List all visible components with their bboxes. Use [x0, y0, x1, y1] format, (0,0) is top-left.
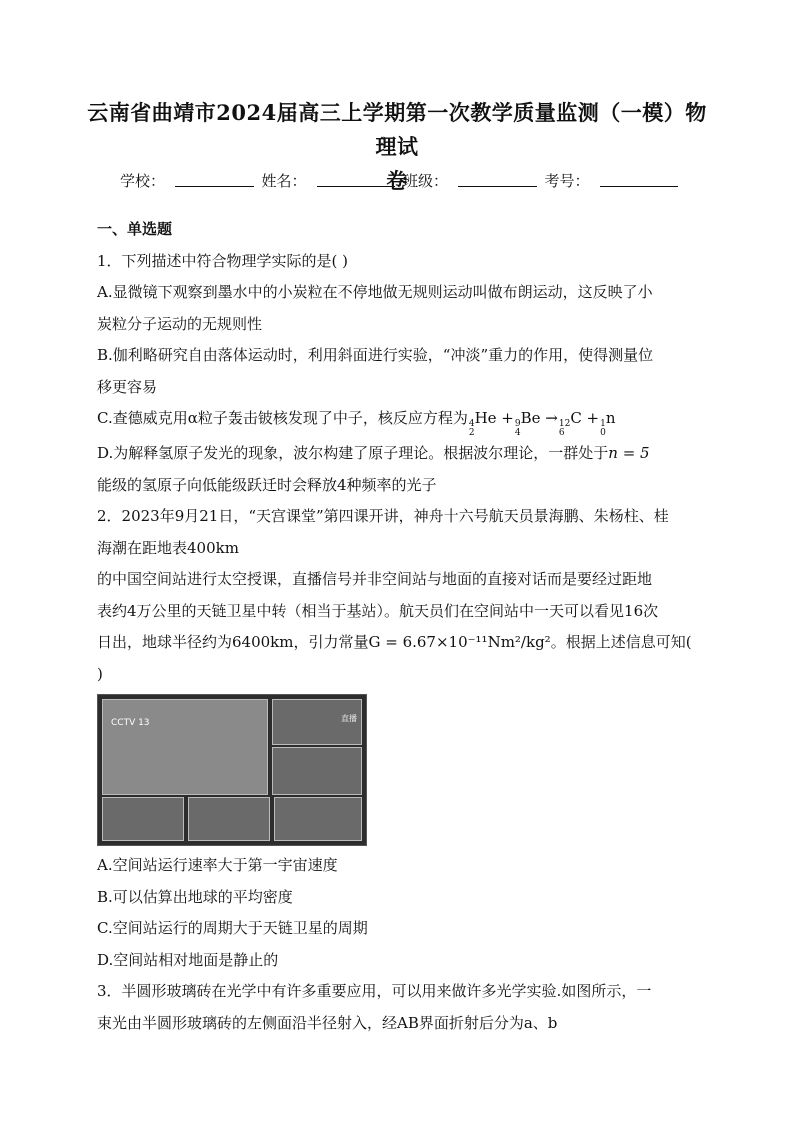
photo-panel-bottom-2 [188, 797, 270, 841]
q2-option-c: C.空间站运行的周期大于天链卫星的周期 [97, 919, 368, 937]
q1-stem: 1．下列描述中符合物理学实际的是( ) [97, 251, 349, 270]
photo-channel-tag: CCTV 13 [111, 718, 150, 728]
q2-line1: 2．2023年9月21日，“天宫课堂”第四课开讲，神舟十六号航天员景海鹏、朱杨柱、桂 [97, 507, 669, 525]
q1-option-a-line1: A.显微镜下观察到墨水中的小炭粒在不停地做无规则运动叫做布朗运动，这反映了小 [97, 283, 653, 301]
school-blank[interactable] [175, 170, 253, 187]
q1-option-d-text: D.为解释氢原子发光的现象，波尔构建了原子理论。根据波尔理论，一群处于 [97, 444, 609, 462]
nuclide-n: 1 0 [600, 419, 606, 438]
q3-line2: 束光由半圆形玻璃砖的左侧面沿半径射入，经AB界面折射后分为a、b [97, 1013, 558, 1032]
q1-option-b-line1: B.伽利略研究自由落体运动时，利用斜面进行实验，“冲淡”重力的作用，使得测量位 [97, 346, 654, 364]
q1-option-c-text: C.查德威克用α粒子轰击铍核发现了中子，核反应方程为 [97, 409, 468, 427]
title-line-1: 云南省曲靖市2024届高三上学期第一次教学质量监测（一模）物理试 [87, 100, 707, 159]
q1-option-d-line2: 能级的氢原子向低能级跃迁时会释放4种频率的光子 [97, 475, 437, 494]
photo-panel-top-right [272, 699, 362, 745]
section-heading: 一、单选题 [97, 220, 173, 238]
exam-content [97, 214, 697, 1039]
name-label: 姓名： [261, 172, 307, 190]
tiangong-classroom-photo [97, 694, 367, 846]
exam-number-label: 考号： [544, 172, 590, 190]
photo-panel-mid-right [272, 747, 362, 795]
student-info-row [120, 170, 680, 191]
q2-option-a: A.空间站运行速率大于第一宇宙速度 [97, 856, 338, 874]
class-blank[interactable] [458, 170, 536, 187]
q1-option-b-line2: 移更容易 [97, 377, 158, 396]
q2-option-d: D.空间站相对地面是静止的 [97, 950, 279, 969]
q1-option-d-n: n = 5 [608, 444, 650, 462]
exam-number-blank[interactable] [600, 170, 678, 187]
photo-panel-bottom-1 [102, 797, 184, 841]
q2-line6: ) [97, 664, 103, 683]
title-line-2: 卷 [386, 168, 408, 193]
photo-main-panel [102, 699, 268, 795]
nuclide-be: 9 4 [514, 419, 521, 438]
q2-option-b: B.可以估算出地球的平均密度 [97, 887, 293, 906]
q2-line5: 日出，地球半径约为6400km，引力常量G = 6.67×10⁻¹¹Nm²/kg²。根据上述信息可知( [97, 633, 692, 651]
photo-live-badge: 直播 [341, 714, 357, 723]
q1-option-c: C.查德威克用α粒子轰击铍核发现了中子，核反应方程为 4 2 He + 9 4 Be → 12 6 C + 1 0 n [97, 409, 616, 438]
q1-option-a-line2: 炭粒分子运动的无规则性 [97, 314, 263, 333]
q2-line3: 的中国空间站进行太空授课，直播信号并非空间站与地面的直接对话而是要经过距地 [97, 570, 653, 588]
photo-panel-bottom-3 [274, 797, 362, 841]
nuclide-c: 12 6 [558, 419, 571, 438]
q1-option-d-line1 [97, 438, 697, 470]
q3-line1: 3．半圆形玻璃砖在光学中有许多重要应用，可以用来做许多光学实验.如图所示，一 [97, 982, 652, 1000]
name-blank[interactable] [317, 170, 395, 187]
nuclide-he: 4 2 [468, 419, 475, 438]
school-label: 学校： [120, 172, 166, 190]
q2-line4: 表约4万公里的天链卫星中转（相当于基站）。航天员们在空间站中一天可以看见16次 [97, 601, 659, 620]
q2-line2: 海潮在距地表400km [97, 538, 239, 557]
class-label: 班级： [403, 172, 449, 190]
